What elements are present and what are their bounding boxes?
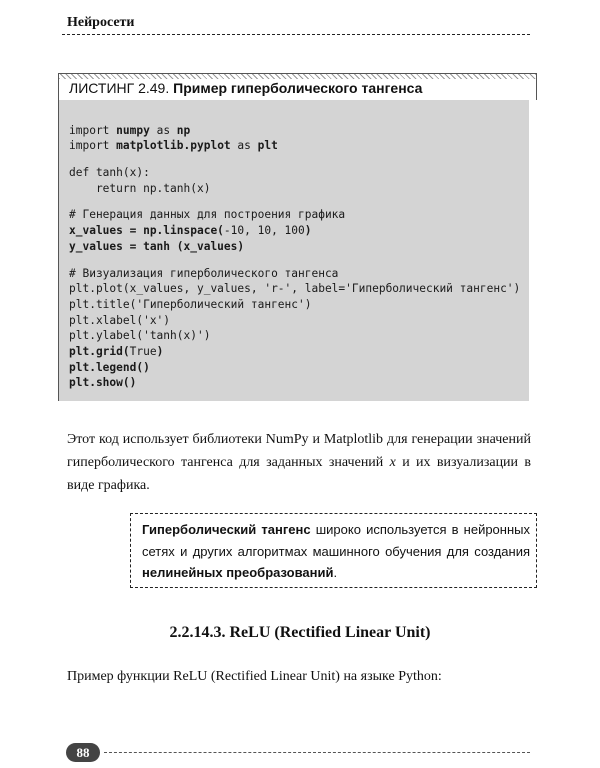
code-line: import numpy as np — [69, 123, 191, 137]
code-line: y_values = tanh (x_values) — [69, 239, 245, 253]
paragraph-line: Этот код использует библиотеки NumPy и Matplotlib для генерации значений — [67, 432, 531, 447]
code-line: plt.xlabel('x') — [69, 313, 171, 327]
listing-title-bold: Пример гиперболического тангенса — [173, 80, 423, 96]
code-line: plt.title('Гиперболический тангенс') — [69, 297, 312, 311]
code-blank — [69, 255, 529, 266]
footer-rule — [104, 752, 530, 753]
listing-title-bar — [58, 73, 537, 100]
note-text — [142, 519, 530, 584]
note-line: нелинейных преобразований. — [142, 565, 338, 580]
note-line: Гиперболический тангенс широко используется в нейронных — [142, 522, 530, 537]
code-block — [58, 100, 529, 401]
code-listing — [58, 73, 537, 401]
code-line: plt.show() — [69, 376, 137, 390]
code-line: import matplotlib.pyplot as plt — [69, 139, 278, 153]
code-line: plt.legend() — [69, 360, 150, 374]
code-line: plt.grid(True) — [69, 344, 164, 358]
code-line: def tanh(x): — [69, 166, 150, 180]
code-comment: # Визуализация гиперболического тангенса — [69, 266, 339, 280]
note-box — [130, 513, 537, 588]
paragraph-line: гиперболического тангенса для заданных значений x и их визуализации в — [67, 455, 531, 470]
running-head: Нейросети — [67, 15, 135, 30]
body-paragraph — [67, 428, 531, 497]
listing-title — [69, 80, 422, 96]
code-line: plt.ylabel('tanh(x)') — [69, 329, 211, 343]
code-line: plt.plot(x_values, y_values, 'r-', label='Гиперболический тангенс') — [69, 282, 521, 296]
page-number: 88 — [66, 743, 100, 762]
code-line: return np.tanh(x) — [69, 181, 211, 195]
listing-title-prefix: ЛИСТИНГ 2.49. — [69, 80, 174, 96]
paragraph-line: виде графика. — [67, 478, 150, 493]
section-heading: 2.2.14.3. ReLU (Rectified Linear Unit) — [169, 624, 431, 641]
code-blank — [69, 196, 529, 207]
code-blank — [69, 154, 529, 165]
note-line: сетях и других алгоритмах машинного обучения для создания — [142, 543, 530, 559]
intro-text: Пример функции ReLU (Rectified Linear Unit) на языке Python: — [67, 669, 442, 684]
code-line: x_values = np.linspace(-10, 10, 100) — [69, 224, 312, 238]
code-comment: # Генерация данных для построения графика — [69, 208, 346, 222]
header-rule — [62, 34, 530, 35]
